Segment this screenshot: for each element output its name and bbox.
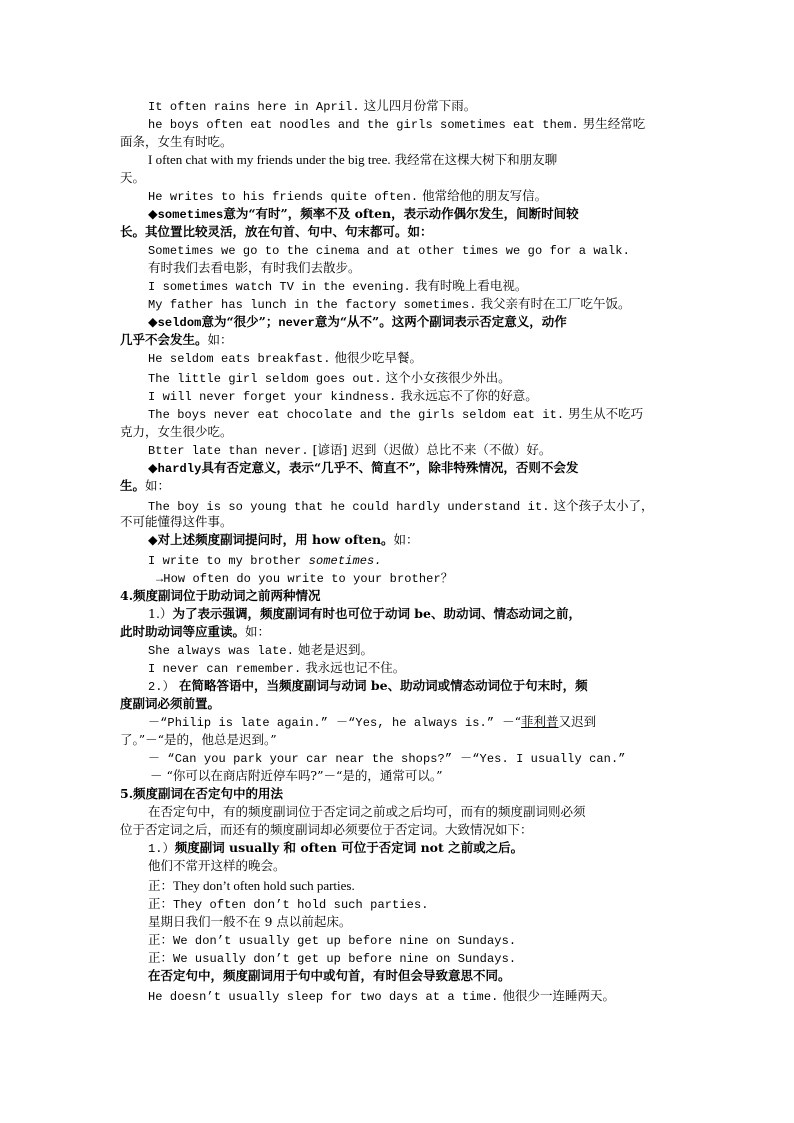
example-sentence: I never can remember. 我永远也记不住。 (148, 660, 406, 676)
example-sentence: 正：They don’t often hold such parties. (148, 878, 355, 893)
section-heading-4: 4.频度副词位于助动词之前两种情况 (120, 588, 321, 603)
example-sentence: 正：They often don’t hold such parties. (148, 896, 429, 912)
text-line: 生。如： (120, 478, 171, 493)
dialogue-line: －“Philip is late again.” －“Yes, he always is.” －“菲利普又迟到 (148, 714, 597, 730)
example-sentence: Btter late than never. [谚语] 迟到（迟做）总比不来（不做）好。 (148, 442, 552, 458)
dialogue-translation: － “你可以在商店附近停车吗?”－“是的，通常可以。” (150, 768, 443, 783)
example-sentence: I write to my brother sometimes. (148, 554, 382, 568)
text-line: 此时助动词等应重读。如： (120, 624, 271, 639)
text-line: 2.） 在简略答语中，当频度副词与动词 be、助动词或情态动词位于句末时，频 (148, 678, 588, 694)
rule-heading-how-often: ◆对上述频度副词提问时，用 how often。如： (148, 532, 419, 547)
example-sentence: 正：We don’t usually get up before nine on Sundays. (148, 932, 517, 948)
translation-line: 他们不常开这样的晚会。 (148, 858, 286, 873)
text-line: 天。 (120, 170, 146, 185)
rule-heading-hardly: ◆hardly具有否定意义，表示“几乎不、简直不”，除非特殊情况，否则不会发 (148, 460, 579, 476)
text-line: 在否定句中，有的频度副词位于否定词之前或之后均可，而有的频度副词则必须 (148, 804, 586, 819)
example-sentence: He doesn’t usually sleep for two days at a time. 他很少一连睡两天。 (148, 988, 615, 1004)
example-sentence: The little girl seldom goes out. 这个小女孩很少外出。 (148, 370, 511, 386)
example-sentence: I sometimes watch TV in the evening. 我有时晚上看电视。 (148, 278, 528, 294)
example-question: →How often do you write to your brother？ (156, 572, 453, 586)
translation-line: 星期日我们一般不在 9 点以前起床。 (148, 914, 352, 929)
dialogue-line: － “Can you park your car near the shops?” －“Yes. I usually can.” (148, 752, 626, 766)
section-heading-5: 5.频度副词在否定句中的用法 (120, 786, 284, 801)
text-line: 位于否定词之后，而还有的频度副词却必须要位于否定词。大致情况如下： (120, 822, 533, 837)
example-sentence: She always was late. 她老是迟到。 (148, 642, 374, 658)
rule-note: 在否定句中，频度副词用于句中或句首，有时但会导致意思不同。 (148, 968, 511, 983)
example-sentence: he boys often eat noodles and the girls sometimes eat them. 男生经常吃 (148, 116, 646, 132)
example-sentence: I often chat with my friends under the big tree. 我经常在这棵大树下和朋友聊 (148, 152, 558, 167)
rule-heading-sometimes: ◆sometimes意为“有时”，频率不及 often，表示动作偶尔发生，间断时间较 (148, 206, 579, 222)
text-line: 1.）为了表示强调，频度副词有时也可位于动词 be、助动词、情态动词之前， (148, 606, 581, 621)
example-sentence: 正：We usually don’t get up before nine on Sundays. (148, 950, 517, 966)
text-line: 度副词必须前置。 (120, 696, 221, 711)
text-line: 面条，女生有时吃。 (120, 134, 233, 149)
text-line: 不可能懂得这件事。 (120, 514, 233, 529)
example-sentence: He writes to his friends quite often. 他常给他的朋友写信。 (148, 188, 548, 204)
example-sentence: I will never forget your kindness. 我永远忘不了你的好意。 (148, 388, 538, 404)
text-line: 了。”－“是的，他总是迟到。” (120, 732, 277, 747)
example-sentence: My father has lunch in the factory sometimes. 我父亲有时在工厂吃午饭。 (148, 296, 631, 312)
text-line: 克力，女生很少吃。 (120, 424, 233, 439)
text-line: 长。其位置比较灵活，放在句首、句中、句末都可。如： (120, 224, 433, 239)
example-sentence: He seldom eats breakfast. 他很少吃早餐。 (148, 350, 423, 366)
example-sentence: The boy is so young that he could hardly understand it. 这个孩子太小了， (148, 498, 654, 514)
example-sentence: Sometimes we go to the cinema and at other times we go for a walk. (148, 244, 630, 258)
example-sentence: It often rains here in April. 这儿四月份常下雨。 (148, 98, 477, 114)
translation-line: 有时我们去看电影，有时我们去散步。 (148, 260, 361, 275)
text-line: 几乎不会发生。如： (120, 332, 233, 347)
text-line: 1.）频度副词 usually 和 often 可位于否定词 not 之前或之后。 (148, 840, 524, 856)
rule-heading-seldom-never: ◆seldom意为“很少”；never意为“从不”。这两个副词表示否定意义，动作 (148, 314, 567, 330)
example-sentence: The boys never eat chocolate and the girls seldom eat it. 男生从不吃巧 (148, 406, 644, 422)
